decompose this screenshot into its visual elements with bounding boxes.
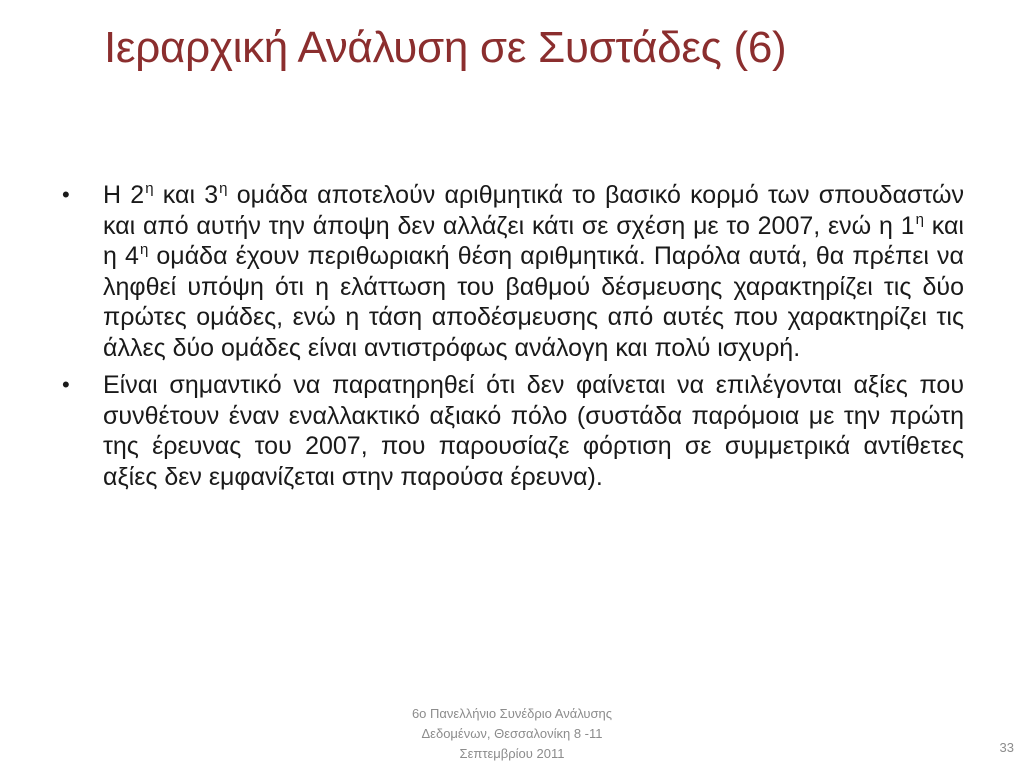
slide-title: Ιεραρχική Ανάλυση σε Συστάδες (6) (104, 23, 787, 72)
bullet-1-superscript-3: η (915, 210, 924, 228)
bullet-1-text-part-2: και 3 (153, 181, 219, 209)
footer-conference-info (382, 704, 642, 764)
bullet-list (60, 180, 964, 499)
bullet-1-superscript-2: η (219, 180, 228, 198)
bullet-1-text-part-4: και η 4 (103, 211, 964, 270)
bullet-item-2 (60, 370, 964, 492)
page-number: 33 (999, 740, 1014, 755)
footer-line-1: 6ο Πανελλήνιο Συνέδριο Ανάλυσης (411, 706, 613, 721)
bullet-1-text-part-3: ομάδα αποτελούν αριθμητικά το βασικό κορμό των σπουδαστών και από αυτήν την άποψη δεν αλλάζει κάτι σε σχέση με το 2007, ενώ η 1 (103, 181, 965, 240)
bullet-1-superscript-4: η (139, 241, 149, 259)
bullet-1-superscript-1: η (145, 180, 154, 198)
bullet-item-1 (60, 180, 964, 363)
bullet-1-text-part-5: ομάδα έχουν περιθωριακή θέση αριθμητικά. Παρόλα αυτά, θα πρέπει να ληφθεί υπόψη ότι η ελάττωση του βαθμού δέσμευσης χαρακτηρίζει τις δύο πρώτες ομάδες, ενώ η τάση αποδέσμευσης από αυτές που χαρακτηρίζει τις άλλες δύο ομάδες είναι αντιστρόφως ανάλογη και πολύ ισχυρή. (103, 242, 964, 362)
bullet-dot-icon: • (62, 182, 70, 207)
bullet-2-text: Είναι σημαντικό να παρατηρηθεί ότι δεν φαίνεται να επιλέγονται αξίες που συνθέτουν έναν εναλλακτικό αξιακό πόλο (συστάδα παρόμοια με την πρώτη της έρευνας του 2007, που παρουσίαζε φόρτιση σε συμμετρικά αντίθετες αξίες δεν εμφανίζεται στην παρούσα έρευνα). (103, 371, 964, 491)
bullet-dot-icon: • (62, 372, 70, 397)
footer-line-3: Σεπτεμβρίου 2011 (459, 746, 565, 761)
footer-line-2: Δεδομένων, Θεσσαλονίκη 8 -11 (421, 726, 603, 741)
bullet-1-text-part-1: Η 2 (103, 181, 145, 209)
